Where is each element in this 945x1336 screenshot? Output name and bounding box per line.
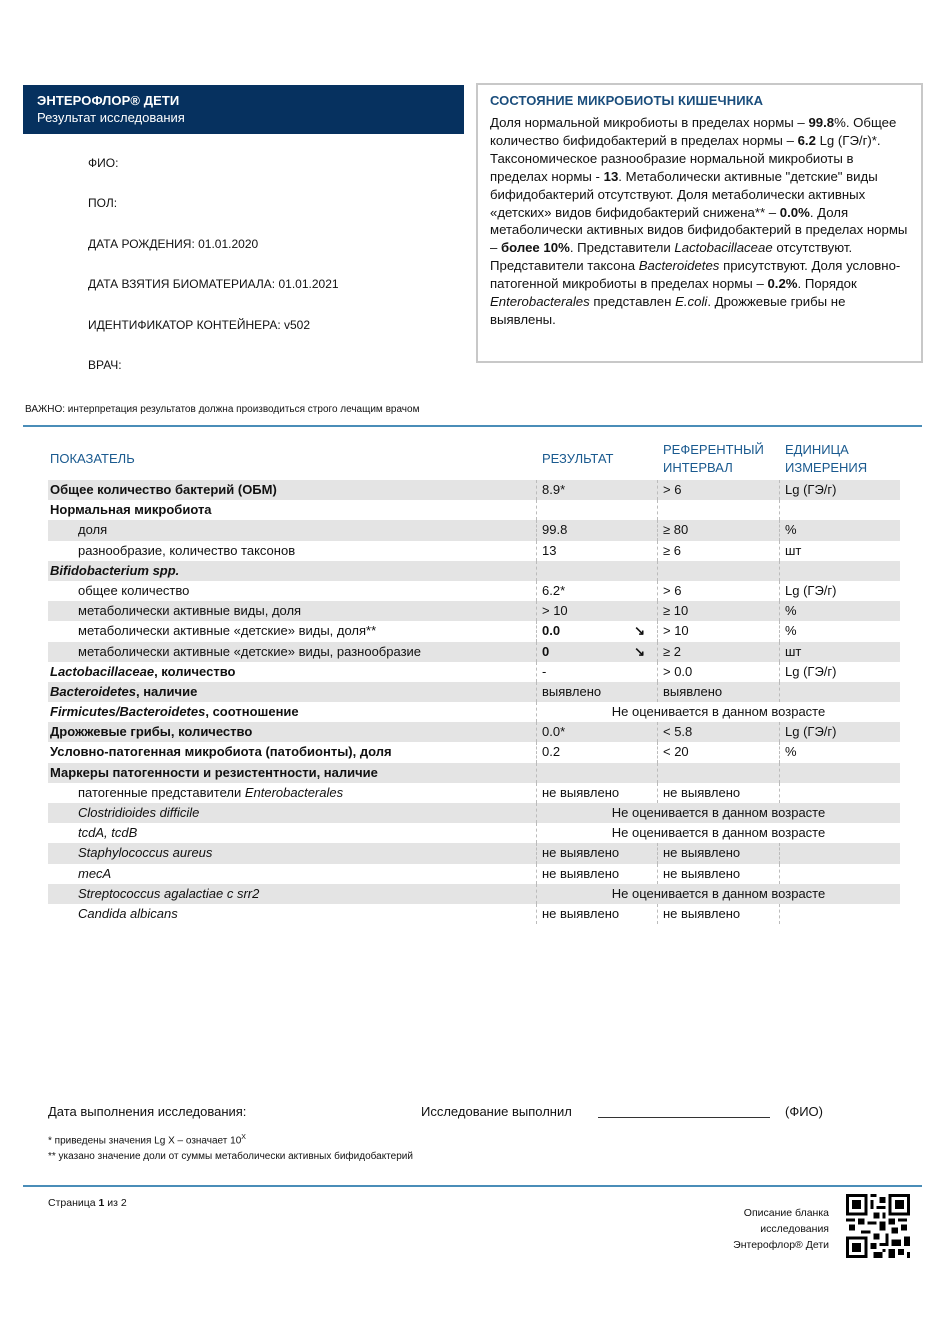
indicator-suffix: , соотношение [205, 704, 299, 720]
indicator-label [78, 581, 189, 601]
result-cell [536, 662, 657, 682]
result-value: 0.0* [542, 724, 566, 740]
patient-sex: ПОЛ: [88, 196, 118, 211]
result-cell [536, 843, 657, 863]
table-row [48, 904, 900, 924]
table-row [48, 783, 900, 803]
summary-segment: . Представители [569, 240, 675, 256]
unit-cell: Lg (ГЭ/г) [779, 662, 900, 682]
result-cell [536, 682, 657, 702]
indicator-text: Маркеры патогенности и резистентности, наличие [50, 764, 378, 780]
decrease-arrow-icon: ↘ [634, 643, 645, 659]
report-header-bar [23, 85, 464, 134]
result-value: 6.2* [542, 582, 566, 598]
result-value: не выявлено [542, 865, 620, 881]
indicator-taxon: Clostridioides difficile [78, 805, 200, 820]
indicator-text: Дрожжевые грибы, количество [50, 724, 253, 740]
indicator-suffix: , наличие [135, 683, 198, 699]
indicator-text: Нормальная микробиота [50, 502, 212, 518]
table-row [48, 520, 900, 540]
indicator-taxon: Firmicutes/Bacteroidetes [50, 704, 206, 720]
reference-cell: > 6 [657, 581, 779, 601]
indicator-label [78, 884, 259, 904]
indicator-text: патогенные представители [78, 784, 245, 800]
result-cell [536, 561, 657, 581]
result-value: 0.0 [542, 623, 561, 639]
result-cell [536, 500, 657, 520]
summary-segment: . Порядок [797, 276, 857, 292]
result-value: не выявлено [542, 845, 620, 861]
result-cell [536, 722, 657, 742]
not-evaluated-note: Не оценивается в данном возрасте [536, 702, 900, 722]
reference-cell: > 6 [657, 480, 779, 500]
container-id: ИДЕНТИФИКАТОР КОНТЕЙНЕРА: v502 [88, 317, 311, 332]
indicator-label [78, 541, 295, 561]
unit-cell: Lg (ГЭ/г) [779, 581, 900, 601]
summary-segment: E.coli [675, 294, 708, 310]
divider-bottom [23, 1185, 922, 1187]
summary-segment: Enterobacterales [490, 294, 590, 310]
unit-cell [779, 904, 900, 924]
result-cell [536, 864, 657, 884]
result-value: - [542, 663, 547, 679]
indicator-label [50, 702, 299, 722]
header-indicator: ПОКАЗАТЕЛЬ [50, 451, 135, 466]
indicator-taxon: Bacteroidetes [50, 683, 136, 699]
indicator-label [50, 763, 378, 783]
unit-cell: % [779, 601, 900, 621]
indicator-taxon: Enterobacterales [244, 784, 344, 800]
reference-cell: > 0.0 [657, 662, 779, 682]
table-row [48, 500, 900, 520]
unit-cell [779, 843, 900, 863]
form-description-line2: исследования [760, 1223, 829, 1235]
fio-label: (ФИО) [785, 1104, 823, 1119]
execution-date-label: Дата выполнения исследования: [48, 1104, 247, 1119]
result-cell [536, 904, 657, 924]
reference-cell: ≥ 10 [657, 601, 779, 621]
reference-cell: > 10 [657, 621, 779, 641]
unit-cell [779, 682, 900, 702]
indicator-label [78, 803, 199, 823]
summary-segment: Доля нормальной микробиоты в пределах нормы – [490, 115, 809, 130]
summary-segment: %. Общее количество бифидобактерий в пределах нормы – [490, 115, 897, 148]
indicator-label [50, 480, 277, 500]
table-row [48, 864, 900, 884]
indicator-text: метаболически активные «детские» виды, доля** [78, 623, 377, 639]
indicator-text: разнообразие, количество таксонов [78, 542, 296, 558]
unit-cell [779, 763, 900, 783]
table-row [48, 722, 900, 742]
page-mid: из [104, 1197, 121, 1209]
indicator-label [78, 642, 421, 662]
summary-segment: Lg (ГЭ/г)*. Таксономическое разнообразие нормальной микробиоты в пределах нормы - [490, 132, 881, 184]
header-reference-line1: РЕФЕРЕНТНЫЙ [663, 442, 764, 457]
result-value: 8.9* [542, 482, 566, 497]
indicator-label [78, 520, 107, 540]
table-row [48, 561, 900, 581]
table-row [48, 702, 900, 722]
page-number [48, 1197, 127, 1209]
indicator-label [78, 904, 178, 924]
not-evaluated-note: Не оценивается в данном возрасте [536, 803, 900, 823]
unit-cell: % [779, 621, 900, 641]
unit-cell [779, 783, 900, 803]
unit-cell: шт [779, 541, 900, 561]
indicator-label [78, 864, 111, 884]
reference-cell [657, 763, 779, 783]
summary-segment: представлен [589, 294, 676, 310]
indicator-label [50, 561, 179, 581]
result-cell [536, 642, 657, 662]
summary-segment: . Дрожжевые грибы не выявлены. [490, 294, 846, 327]
result-value: 13 [542, 542, 557, 558]
report-subtitle: Результат исследования [37, 110, 185, 125]
indicator-taxon: Streptococcus agalactiae c srr2 [78, 885, 260, 901]
page-total: 2 [120, 1197, 127, 1209]
table-row [48, 662, 900, 682]
indicator-label [50, 662, 235, 682]
reference-cell: выявлено [657, 682, 779, 702]
summary-title: СОСТОЯНИЕ МИКРОБИОТЫ КИШЕЧНИКА [490, 93, 764, 108]
result-cell [536, 480, 657, 500]
table-row [48, 884, 900, 904]
result-value: выявлено [542, 683, 602, 699]
reference-cell: не выявлено [657, 864, 779, 884]
page-current: 1 [98, 1197, 105, 1209]
result-value: не выявлено [542, 905, 620, 921]
indicator-label [50, 500, 212, 520]
unit-cell: шт [779, 642, 900, 662]
indicator-label [78, 601, 301, 621]
summary-segment: . Метаболически активные "детские" виды бифидобактерий отсутствуют. Доля метаболически активных «детских» видов бифидобактерий снижена** – [490, 168, 878, 220]
result-cell [536, 742, 657, 762]
table-header [48, 440, 900, 480]
not-evaluated-note: Не оценивается в данном возрасте [536, 884, 900, 904]
header-unit-line2: ИЗМЕРЕНИЯ [785, 460, 868, 475]
footnote-lg-sup: X [241, 1134, 246, 1141]
indicator-label [50, 722, 252, 742]
indicator-taxon: mecA [78, 865, 112, 881]
form-description-line3: Энтерофлор® Дети [733, 1239, 829, 1251]
reference-cell [657, 500, 779, 520]
reference-cell [657, 561, 779, 581]
table-row [48, 803, 900, 823]
indicator-label [78, 843, 212, 863]
result-value: > 10 [542, 603, 568, 619]
reference-cell: не выявлено [657, 904, 779, 924]
indicator-text: метаболически активные «детские» виды, разнообразие [78, 643, 422, 659]
table-row [48, 480, 900, 500]
microbiota-summary-box [476, 83, 923, 363]
summary-segment: 0.2% [767, 276, 798, 292]
result-cell [536, 520, 657, 540]
reference-cell: ≥ 2 [657, 642, 779, 662]
result-value: не выявлено [542, 784, 620, 800]
header-unit [785, 441, 867, 477]
patient-fio: ФИО: [88, 156, 119, 170]
table-row [48, 642, 900, 662]
unit-cell: % [779, 742, 900, 762]
page-prefix: Страница [48, 1197, 99, 1209]
indicator-text: общее количество [78, 582, 190, 598]
result-value: 0 [542, 643, 550, 659]
table-row [48, 601, 900, 621]
indicator-label [50, 742, 392, 762]
indicator-label [78, 823, 137, 843]
summary-segment: присутствуют. Доля условно-патогенной микробиоты в пределах нормы – [490, 258, 901, 292]
summary-segment: . Доля метаболически активных видов бифидобактерий в пределах нормы – [490, 204, 908, 256]
not-evaluated-note: Не оценивается в данном возрасте [536, 823, 900, 843]
patient-info [88, 155, 339, 397]
unit-cell: % [779, 520, 900, 540]
result-cell [536, 581, 657, 601]
important-note: ВАЖНО: интерпретация результатов должна производиться строго лечащим врачом [25, 404, 420, 415]
table-row [48, 541, 900, 561]
summary-segment: 0.0% [779, 204, 810, 220]
footnote-share: ** указано значение доли от суммы метаболически активных бифидобактерий [48, 1151, 413, 1162]
indicator-taxon: Staphylococcus aureus [78, 845, 213, 861]
indicator-text: Bifidobacterium spp. [50, 562, 180, 578]
table-row [48, 843, 900, 863]
patient-birth-date: ДАТА РОЖДЕНИЯ: 01.01.2020 [88, 236, 259, 251]
indicator-taxon: Candida albicans [78, 905, 178, 921]
summary-segment: отсутствуют. Представители таксона [490, 240, 853, 274]
indicator-text: Условно-патогенная микробиота (патобионты), доля [50, 744, 392, 760]
table-row [48, 581, 900, 601]
reference-cell: < 20 [657, 742, 779, 762]
unit-cell [779, 500, 900, 520]
indicator-text: доля [78, 522, 108, 538]
result-cell [536, 541, 657, 561]
indicator-taxon: tcdA, tcdB [78, 825, 138, 841]
header-reference-line2: ИНТЕРВАЛ [663, 460, 733, 475]
signature-line [598, 1117, 770, 1118]
table-row [48, 682, 900, 702]
summary-segment: Lactobacillaceae [674, 240, 773, 256]
summary-segment: 99.8 [808, 115, 835, 130]
header-result: РЕЗУЛЬТАТ [542, 451, 614, 466]
result-cell [536, 621, 657, 641]
unit-cell [779, 864, 900, 884]
result-cell [536, 763, 657, 783]
unit-cell: Lg (ГЭ/г) [779, 722, 900, 742]
summary-text [490, 114, 909, 329]
summary-segment: Bacteroidetes [638, 258, 720, 274]
result-cell [536, 783, 657, 803]
result-cell [536, 601, 657, 621]
form-description-line1: Описание бланка [743, 1207, 829, 1219]
doctor: ВРАЧ: [88, 357, 122, 372]
unit-cell [779, 561, 900, 581]
unit-cell: Lg (ГЭ/г) [779, 480, 900, 500]
table-row [48, 763, 900, 783]
table-row [48, 621, 900, 641]
results-table [48, 480, 900, 924]
header-unit-line1: ЕДИНИЦА [785, 442, 849, 457]
qr-code-icon[interactable] [846, 1194, 910, 1258]
indicator-text: Общее количество бактерий (ОБМ) [50, 482, 277, 497]
product-title: ЭНТЕРОФЛОР® ДЕТИ [37, 93, 180, 108]
sample-date: ДАТА ВЗЯТИЯ БИОМАТЕРИАЛА: 01.01.2021 [88, 277, 339, 292]
indicator-taxon: Lactobacillaceae [50, 663, 155, 679]
summary-segment: более 10% [501, 240, 570, 256]
footnote-lg-text: * приведены значения Lg X – означает 10 [48, 1135, 242, 1147]
indicator-text: метаболически активные виды, доля [78, 603, 302, 619]
indicator-suffix: , количество [154, 663, 236, 679]
divider-top [23, 425, 922, 427]
reference-cell: ≥ 80 [657, 520, 779, 540]
form-description [733, 1205, 829, 1253]
table-row [48, 742, 900, 762]
summary-segment: 13 [603, 168, 619, 184]
reference-cell: не выявлено [657, 843, 779, 863]
result-value: 0.2 [542, 744, 561, 760]
result-value: 99.8 [542, 522, 568, 538]
header-reference [663, 441, 764, 477]
reference-cell: < 5.8 [657, 722, 779, 742]
summary-segment: 6.2 [797, 132, 816, 148]
footnote-lg [48, 1134, 246, 1146]
performed-by-label: Исследование выполнил [421, 1104, 572, 1119]
table-row [48, 823, 900, 843]
indicator-label [78, 621, 376, 641]
reference-cell: не выявлено [657, 783, 779, 803]
reference-cell: ≥ 6 [657, 541, 779, 561]
indicator-label [78, 783, 343, 803]
indicator-label [50, 682, 197, 702]
decrease-arrow-icon: ↘ [634, 623, 645, 639]
